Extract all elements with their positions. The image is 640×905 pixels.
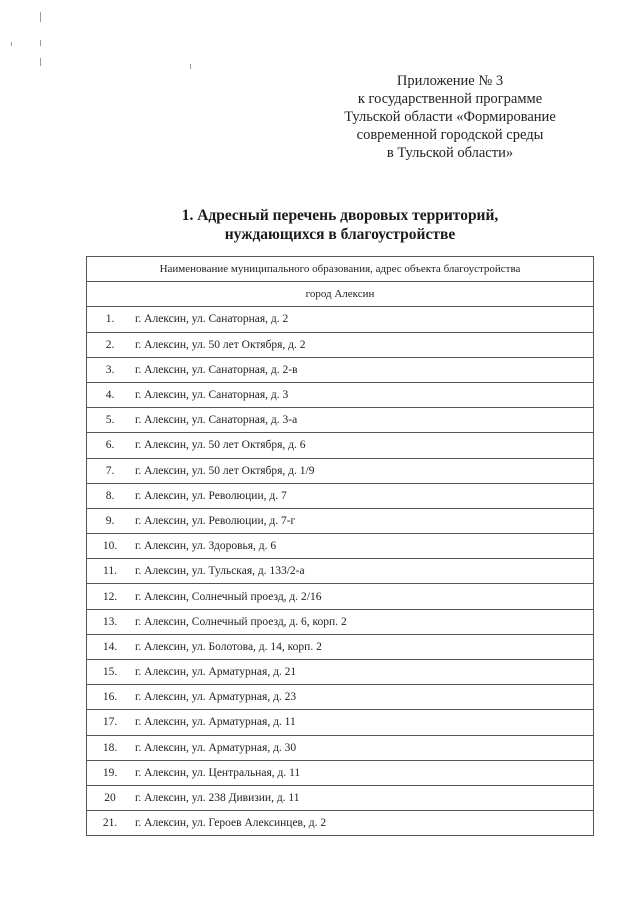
appendix-line: современной городской среды [356,127,544,143]
scan-speck [11,42,12,46]
table-row [87,760,594,785]
row-address: г. Алексин, ул. Санаторная, д. 3-а [129,408,594,433]
appendix-line: в Тульской области» [386,145,514,161]
row-number: 6. [87,433,130,458]
row-address: г. Алексин, ул. Санаторная, д. 2-в [129,357,594,382]
table-row [87,508,594,533]
table-row [87,634,594,659]
appendix-line: Тульской области «Формирование [344,109,556,125]
address-table [86,256,594,836]
row-number: 19. [87,760,130,785]
table-row [87,433,594,458]
row-number: 5. [87,408,130,433]
table-row [87,534,594,559]
row-address: г. Алексин, ул. Тульская, д. 133/2-а [129,559,594,584]
table-row [87,811,594,836]
row-number: 10. [87,534,130,559]
document-title [100,206,580,244]
table-row [87,609,594,634]
row-address: г. Алексин, ул. Арматурная, д. 30 [129,735,594,760]
row-address: г. Алексин, Солнечный проезд, д. 2/16 [129,584,594,609]
table-row [87,382,594,407]
table-row [87,458,594,483]
row-number: 3. [87,357,130,382]
appendix-reference [300,72,600,162]
row-address: г. Алексин, ул. Здоровья, д. 6 [129,534,594,559]
row-address: г. Алексин, ул. Арматурная, д. 23 [129,685,594,710]
row-address: г. Алексин, ул. 50 лет Октября, д. 2 [129,332,594,357]
row-address: г. Алексин, ул. Арматурная, д. 21 [129,660,594,685]
row-address: г. Алексин, ул. 50 лет Октября, д. 1/9 [129,458,594,483]
table-row [87,785,594,810]
table-row [87,685,594,710]
row-address: г. Алексин, ул. Героев Алексинцев, д. 2 [129,811,594,836]
table-row [87,307,594,332]
table-row [87,559,594,584]
row-number: 16. [87,685,130,710]
city-group-label: город Алексин [87,282,594,307]
row-number: 12. [87,584,130,609]
row-address: г. Алексин, ул. Революции, д. 7 [129,483,594,508]
row-number: 14. [87,634,130,659]
scan-speck [40,12,41,22]
row-number: 17. [87,710,130,735]
table-header: Наименование муниципального образования, адрес объекта благоустройства [87,257,594,282]
row-number: 9. [87,508,130,533]
table-row [87,710,594,735]
row-number: 1. [87,307,130,332]
scan-speck [190,64,191,69]
appendix-line: к государственной программе [357,91,543,107]
row-number: 7. [87,458,130,483]
row-address: г. Алексин, Солнечный проезд, д. 6, корп. 2 [129,609,594,634]
table-header-row [87,257,594,282]
row-number: 20 [87,785,130,810]
row-address: г. Алексин, ул. Центральная, д. 11 [129,760,594,785]
row-number: 21. [87,811,130,836]
row-address: г. Алексин, ул. Болотова, д. 14, корп. 2 [129,634,594,659]
row-number: 15. [87,660,130,685]
row-address: г. Алексин, ул. Арматурная, д. 11 [129,710,594,735]
title-line: нуждающихся в благоустройстве [224,226,456,243]
row-number: 18. [87,735,130,760]
table-row [87,735,594,760]
table-row [87,660,594,685]
table-row [87,357,594,382]
table-row [87,584,594,609]
row-number: 13. [87,609,130,634]
row-address: г. Алексин, ул. Санаторная, д. 2 [129,307,594,332]
table-group-row [87,282,594,307]
table-row [87,408,594,433]
row-number: 4. [87,382,130,407]
row-number: 2. [87,332,130,357]
row-address: г. Алексин, ул. 238 Дивизии, д. 11 [129,785,594,810]
scan-speck [40,58,41,66]
appendix-line: Приложение № 3 [396,73,504,89]
scan-speck [40,40,41,46]
title-line: 1. Адресный перечень дворовых территорий, [181,207,499,224]
row-address: г. Алексин, ул. Революции, д. 7-г [129,508,594,533]
row-address: г. Алексин, ул. 50 лет Октября, д. 6 [129,433,594,458]
row-address: г. Алексин, ул. Санаторная, д. 3 [129,382,594,407]
row-number: 8. [87,483,130,508]
table-row [87,332,594,357]
row-number: 11. [87,559,130,584]
table-row [87,483,594,508]
